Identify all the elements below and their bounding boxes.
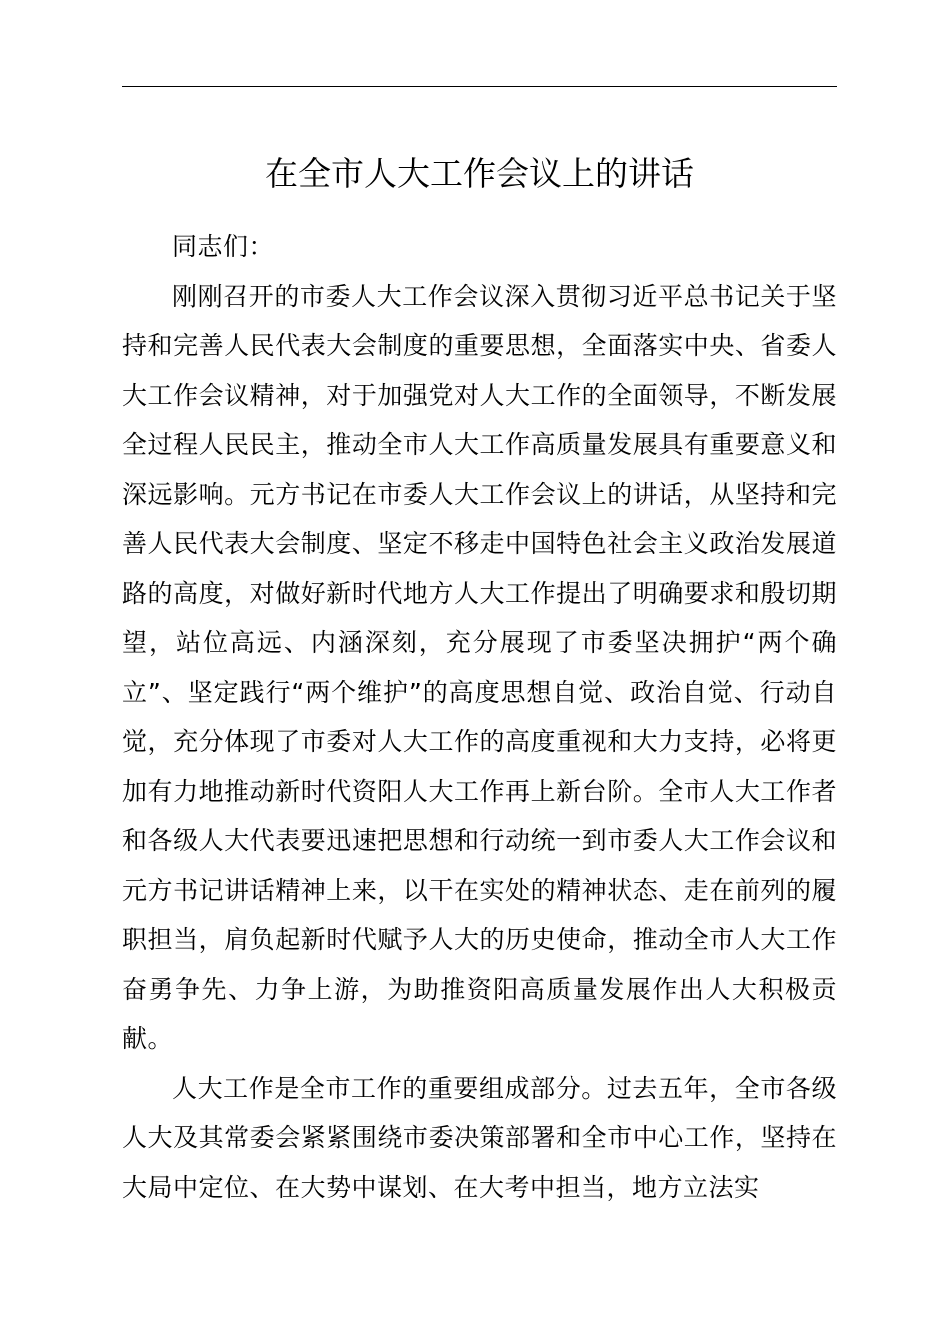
header-rule	[122, 86, 837, 87]
document-title: 在全市人大工作会议上的讲话	[265, 154, 694, 193]
document-body	[122, 222, 837, 1212]
paragraph-1: 刚刚召开的市委人大工作会议深入贯彻习近平总书记关于坚持和完善人民代表大会制度的重要思想，全面落实中央、省委人大工作会议精神，对于加强党对人大工作的全面领导，不断发展全过程人民民主，推动全市人大工作高质量发展具有重要意义和深远影响。元方书记在市委人大工作会议上的讲话，从坚持和完善人民代表大会制度、坚定不移走中国特色社会主义政治发展道路的高度，对做好新时代地方人大工作提出了明确要求和殷切期望，站位高远、内涵深刻，充分展现了市委坚决拥护“两个确立”、坚定践行“两个维护”的高度思想自觉、政治自觉、行动自觉，充分体现了市委对人大工作的高度重视和大力支持，必将更加有力地推动新时代资阳人大工作再上新台阶。全市人大工作者和各级人大代表要迅速把思想和行动统一到市委人大工作会议和元方书记讲话精神上来，以干在实处的精神状态、走在前列的履职担当，肩负起新时代赋予人大的历史使命，推动全市人大工作奋勇争先、力争上游，为助推资阳高质量发展作出人大积极贡献。	[122, 281, 837, 1053]
salutation: 同志们：	[172, 232, 275, 261]
paragraph-2: 人大工作是全市工作的重要组成部分。过去五年，全市各级人大及其常委会紧紧围绕市委决策部署和全市中心工作，坚持在大局中定位、在大势中谋划、在大考中担当，地方立法实	[122, 1073, 837, 1202]
